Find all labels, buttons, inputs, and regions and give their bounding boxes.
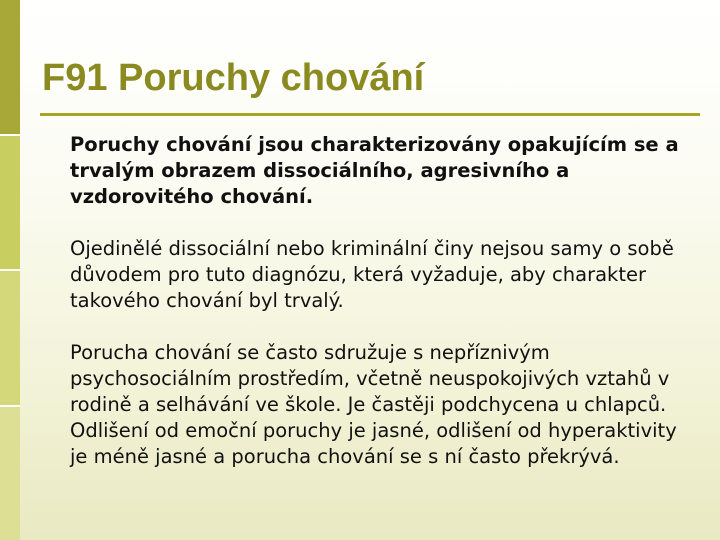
paragraph-associations: Porucha chování se často sdružuje s nepříznivým psychosociálním prostředím, včetně neuspokojivých vztahů v rodině a selhávání ve škole. Je častěji podchycena u chlapců. Odlišení od emoční poruchy je jasné, odlišení od hyperaktivity je méně jasné a porucha chování se s ní často překrývá. bbox=[70, 341, 677, 468]
slide-title: F91 Poruchy chování bbox=[42, 57, 425, 99]
paragraph-definition: Poruchy chování jsou charakterizovány opakujícím se a trvalým obrazem dissociálního, agresivního a vzdorovitého chování. bbox=[70, 133, 679, 208]
slide-content bbox=[70, 132, 685, 496]
side-bar-segment bbox=[0, 0, 20, 136]
title-underline bbox=[40, 113, 700, 116]
side-bar-segment bbox=[0, 407, 20, 540]
paragraph-diagnosis-criteria: Ojedinělé dissociální nebo kriminální činy nejsou samy o sobě důvodem pro tuto diagnózu, která vyžaduje, aby charakter takového chování byl trvalý. bbox=[70, 237, 674, 312]
side-bar-segment bbox=[0, 271, 20, 407]
side-bar-segment bbox=[0, 136, 20, 272]
decorative-side-bar bbox=[0, 0, 20, 540]
